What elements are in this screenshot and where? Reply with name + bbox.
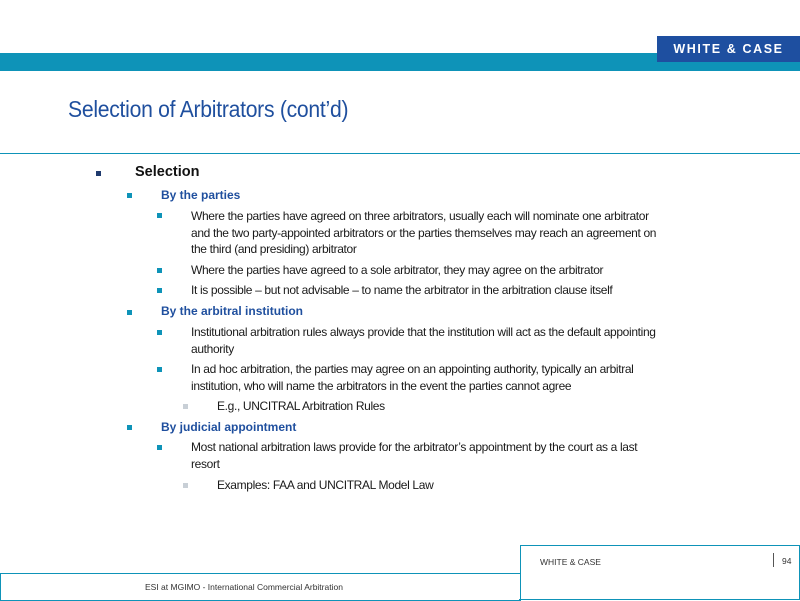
list-item: In ad hoc arbitration, the parties may agree on an appointing authority, typically an arbitral xyxy=(191,362,634,376)
list-item: Most national arbitration laws provide for the arbitrator’s appointment by the court as a last xyxy=(191,440,638,454)
list-item-continued: authority xyxy=(191,342,234,356)
square-bullet-icon xyxy=(96,171,101,176)
white-case-logo: WHITE & CASE xyxy=(657,36,800,62)
section-label-judicial: By judicial appointment xyxy=(161,420,297,434)
list-item: Where the parties have agreed to a sole arbitrator, they may agree on the arbitrator xyxy=(191,263,604,277)
list-item: It is possible – but not advisable – to name the arbitrator in the arbitration clause itself xyxy=(191,283,613,297)
list-item-continued: resort xyxy=(191,457,220,471)
square-bullet-icon xyxy=(157,330,162,335)
square-bullet-icon xyxy=(127,193,132,198)
list-item: Institutional arbitration rules always provide that the institution will act as the default appointing xyxy=(191,325,656,339)
list-item-continued: the third (and presiding) arbitrator xyxy=(191,242,357,256)
square-bullet-icon xyxy=(157,213,162,218)
title-divider xyxy=(0,153,800,154)
square-bullet-icon xyxy=(157,367,162,372)
square-bullet-icon xyxy=(157,268,162,273)
list-item-continued: institution, who will name the arbitrators in the event the parties cannot agree xyxy=(191,379,572,393)
footer-separator xyxy=(773,553,774,567)
square-bullet-icon xyxy=(183,483,188,488)
square-bullet-icon xyxy=(127,425,132,430)
slide-title: Selection of Arbitrators (cont’d) xyxy=(68,96,349,122)
sub-list-item: Examples: FAA and UNCITRAL Model Law xyxy=(217,478,434,492)
square-bullet-icon xyxy=(157,445,162,450)
square-bullet-icon xyxy=(157,288,162,293)
selection-heading: Selection xyxy=(135,164,200,180)
square-bullet-icon xyxy=(127,310,132,315)
page-number: 94 xyxy=(782,556,792,566)
footer-caption: ESI at MGIMO - International Commercial Arbitration xyxy=(145,582,343,592)
section-label-parties: By the parties xyxy=(161,188,241,202)
footer-brand: WHITE & CASE xyxy=(540,557,601,567)
list-item-continued: and the two party-appointed arbitrators or the parties themselves may reach an agreement on xyxy=(191,226,657,240)
square-bullet-icon xyxy=(183,404,188,409)
sub-list-item: E.g., UNCITRAL Arbitration Rules xyxy=(217,399,385,413)
section-label-institution: By the arbitral institution xyxy=(161,304,304,318)
list-item: Where the parties have agreed on three arbitrators, usually each will nominate one arbitrator xyxy=(191,209,649,223)
